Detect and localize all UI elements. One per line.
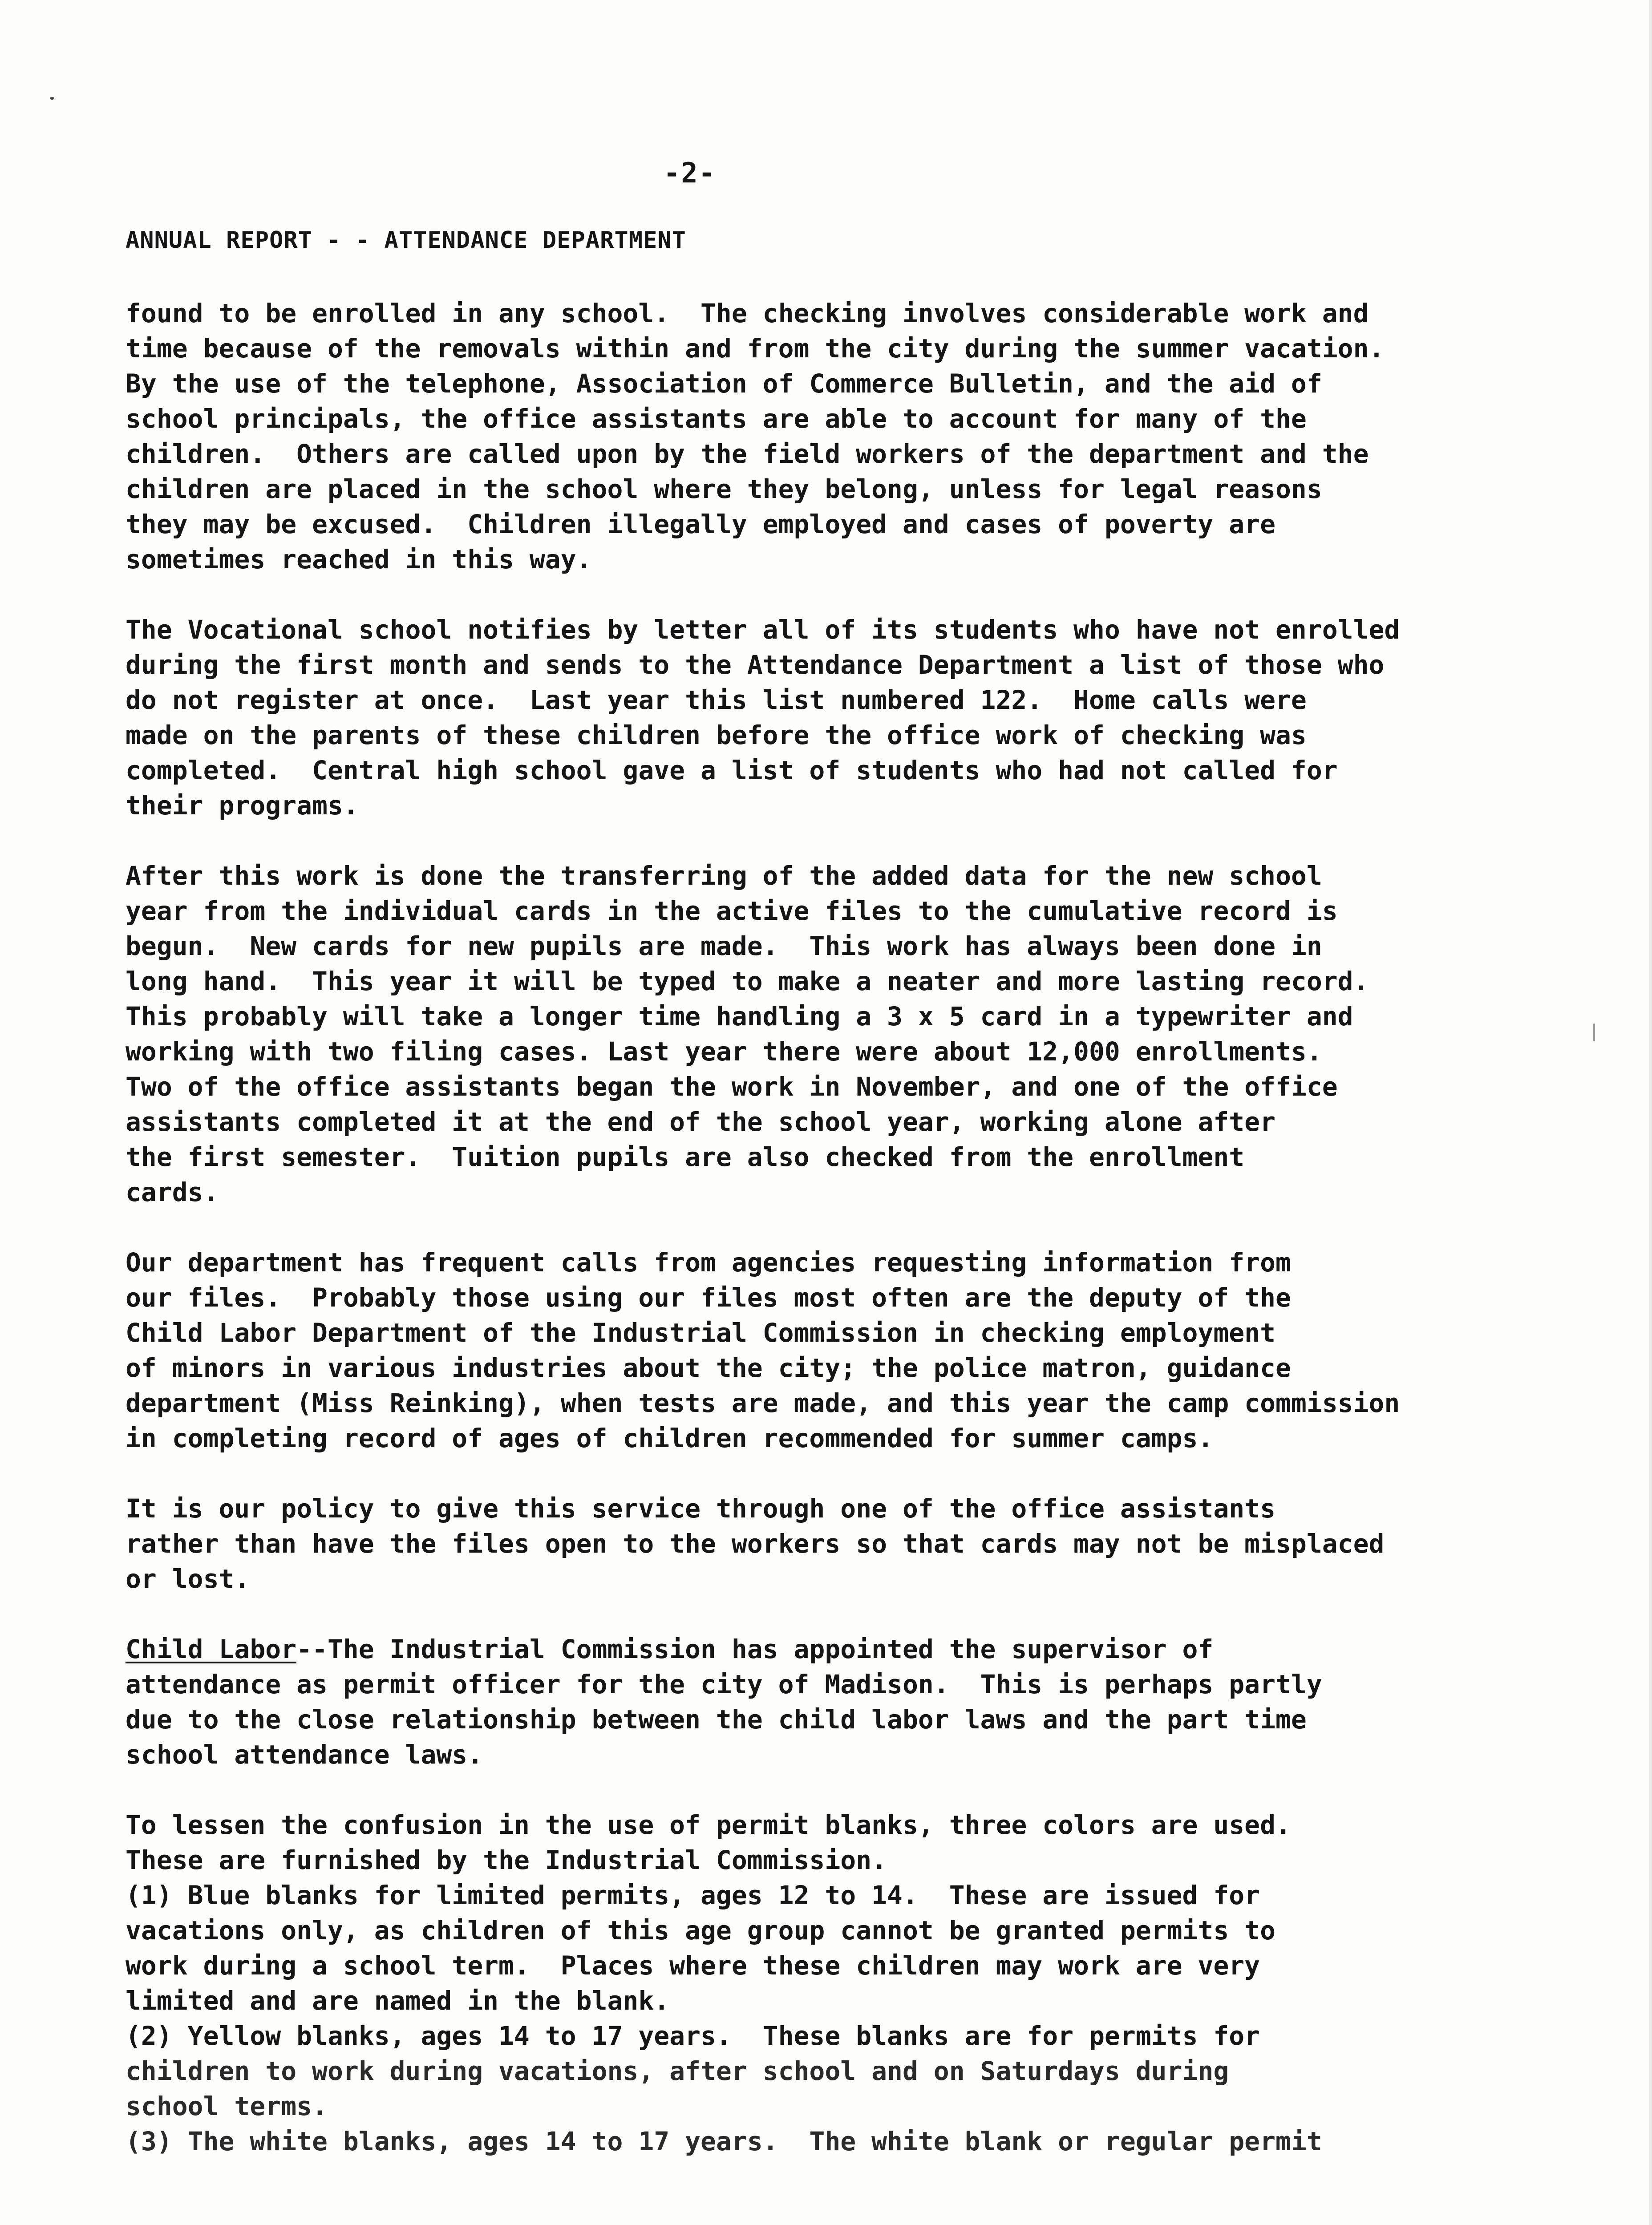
- text-line: children. Others are called upon by the field workers of the department and the: [126, 439, 1369, 469]
- document-body: [126, 296, 1603, 2194]
- text-line: in completing record of ages of children recommended for summer camps.: [126, 1423, 1214, 1453]
- text-line: our files. Probably those using our files most often are the deputy of the: [126, 1282, 1291, 1313]
- text-line: It is our policy to give this service through one of the office assistants: [126, 1493, 1276, 1524]
- text-line: The Vocational school notifies by letter all of its students who have not enrolled: [126, 615, 1400, 645]
- heading-line-rest: --The Industrial Commission has appointed the supervisor of: [296, 1634, 1214, 1664]
- list-item-white-blanks: (3) The white blanks, ages 14 to 17 years. The white blank or regular permit: [126, 2126, 1322, 2156]
- text-line: limited and are named in the blank.: [126, 1986, 670, 2016]
- text-line: their programs.: [126, 790, 359, 821]
- paragraph-2: [126, 612, 1603, 823]
- text-line: found to be enrolled in any school. The checking involves considerable work and: [126, 298, 1369, 328]
- scan-speck: [1593, 1024, 1595, 1041]
- text-line: school terms.: [126, 2091, 328, 2121]
- list-item-blue-blanks: (1) Blue blanks for limited permits, ages 12 to 14. These are issued for: [126, 1880, 1260, 1910]
- paragraph-1: [126, 296, 1603, 577]
- text-line: This probably will take a longer time handling a 3 x 5 card in a typewriter and: [126, 1001, 1353, 1032]
- text-line: cards.: [126, 1177, 219, 1207]
- text-line: working with two filing cases. Last year there were about 12,000 enrollments.: [126, 1036, 1322, 1067]
- text-line: made on the parents of these children before the office work of checking was: [126, 720, 1307, 750]
- text-line: These are furnished by the Industrial Commission.: [126, 1845, 887, 1875]
- text-line: To lessen the confusion in the use of permit blanks, three colors are used.: [126, 1810, 1291, 1840]
- text-line: By the use of the telephone, Association of Commerce Bulletin, and the aid of: [126, 368, 1322, 399]
- text-line: or lost.: [126, 1564, 250, 1594]
- text-line: the first semester. Tuition pupils are also checked from the enrollment: [126, 1142, 1245, 1172]
- page-edge-shadow: [1649, 0, 1652, 2225]
- text-line: Two of the office assistants began the work in November, and one of the office: [126, 1072, 1338, 1102]
- text-line: sometimes reached in this way.: [126, 544, 592, 574]
- text-line: time because of the removals within and from the city during the summer vacation.: [126, 333, 1385, 364]
- text-line: year from the individual cards in the active files to the cumulative record is: [126, 896, 1338, 926]
- text-line: school attendance laws.: [126, 1740, 483, 1770]
- text-line: attendance as permit officer for the city of Madison. This is perhaps partly: [126, 1669, 1322, 1699]
- scan-speck: [50, 97, 54, 100]
- page-number: -2-: [664, 157, 716, 189]
- paragraph-permit-blanks: [126, 1808, 1603, 2159]
- text-line: Our department has frequent calls from agencies requesting information from: [126, 1247, 1291, 1278]
- text-line: department (Miss Reinking), when tests are made, and this year the camp commission: [126, 1388, 1400, 1418]
- text-line: vacations only, as children of this age group cannot be granted permits to: [126, 1915, 1276, 1946]
- list-item-yellow-blanks: (2) Yellow blanks, ages 14 to 17 years. These blanks are for permits for: [126, 2021, 1260, 2051]
- text-line: do not register at once. Last year this list numbered 122. Home calls were: [126, 685, 1307, 715]
- text-line: [126, 1632, 1603, 1667]
- paragraph-5: [126, 1491, 1603, 1597]
- text-line: during the first month and sends to the Attendance Department a list of those who: [126, 650, 1385, 680]
- text-line: work during a school term. Places where these children may work are very: [126, 1950, 1260, 1981]
- text-line: long hand. This year it will be typed to make a neater and more lasting record.: [126, 966, 1369, 996]
- text-line: of minors in various industries about the city; the police matron, guidance: [126, 1353, 1291, 1383]
- text-line: rather than have the files open to the workers so that cards may not be misplaced: [126, 1529, 1385, 1559]
- paragraph-4: [126, 1245, 1603, 1456]
- text-line: completed. Central high school gave a list of students who had not called for: [126, 755, 1338, 785]
- text-line: due to the close relationship between the child labor laws and the part time: [126, 1704, 1307, 1735]
- running-head: ANNUAL REPORT - - ATTENDANCE DEPARTMENT: [126, 227, 686, 254]
- text-line: children to work during vacations, after school and on Saturdays during: [126, 2056, 1229, 2086]
- text-line: Child Labor Department of the Industrial Commission in checking employment: [126, 1318, 1276, 1348]
- paragraph-child-labor: [126, 1632, 1603, 1772]
- paragraph-3: [126, 858, 1603, 1210]
- text-line: school principals, the office assistants are able to account for many of the: [126, 404, 1307, 434]
- text-line: children are placed in the school where they belong, unless for legal reasons: [126, 474, 1322, 504]
- text-line: assistants completed it at the end of the school year, working alone after: [126, 1107, 1276, 1137]
- text-line: they may be excused. Children illegally employed and cases of poverty are: [126, 509, 1276, 539]
- text-line: After this work is done the transferring of the added data for the new school: [126, 861, 1322, 891]
- section-heading-child-labor: Child Labor: [126, 1634, 297, 1664]
- text-line: begun. New cards for new pupils are made. This work has always been done in: [126, 931, 1322, 961]
